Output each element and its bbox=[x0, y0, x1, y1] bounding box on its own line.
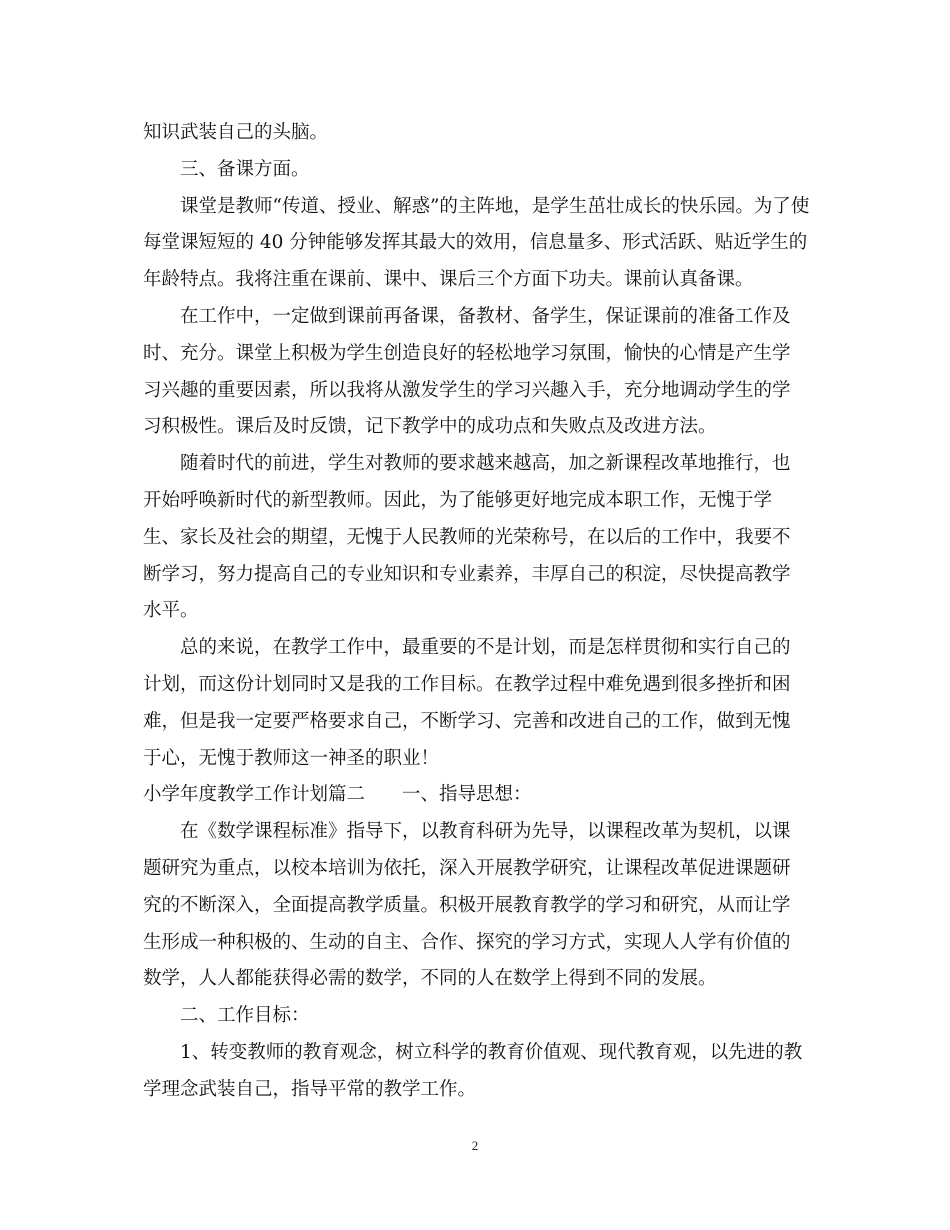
text-line: 习兴趣的重要因素，所以我将从激发学生的学习兴趣入手，充分地调动学生的学 bbox=[143, 379, 791, 401]
text-line: 在《数学课程标准》指导下，以教育科研为先导，以课程改革为契机，以课 bbox=[180, 821, 791, 843]
text-line: 学理念武装自己，指导平常的教学工作。 bbox=[143, 1078, 477, 1100]
text-line: 题研究为重点，以校本培训为依托，深入开展教学研究，让课程改革促进课题研 bbox=[143, 857, 791, 879]
text-line: 生形成一种积极的、生动的自主、合作、探究的学习方式，实现人人学有价值的 bbox=[143, 931, 791, 953]
page-number: 2 bbox=[471, 1138, 479, 1153]
text-line: 随着时代的前进，学生对教师的要求越来越高，加之新课程改革地推行，也 bbox=[180, 453, 791, 475]
document-body bbox=[143, 115, 833, 1109]
text-line: 在工作中，一定做到课前再备课，备教材、备学生，保证课前的准备工作及 bbox=[180, 305, 791, 327]
text-line: 每堂课短短的 40 分钟能够发挥其最大的效用，信息量多、形式活跃、贴近学生的 bbox=[143, 232, 808, 254]
text-line: 难，但是我一定要严格要求自己，不断学习、完善和改进自己的工作，做到无愧 bbox=[143, 710, 791, 732]
text-line: 于心，无愧于教师这一神圣的职业！ bbox=[143, 747, 440, 769]
text-line: 小学年度教学工作计划篇二 一、指导思想： bbox=[143, 784, 532, 806]
text-line: 生、家长及社会的期望，无愧于人民教师的光荣称号，在以后的工作中，我要不 bbox=[143, 526, 791, 548]
text-line: 数学，人人都能获得必需的数学，不同的人在数学上得到不同的发展。 bbox=[143, 968, 717, 990]
text-line: 习积极性。课后及时反馈，记下教学中的成功点和失败点及改进方法。 bbox=[143, 416, 717, 438]
text-line: 断学习，努力提高自己的专业知识和专业素养，丰厚自己的积淀，尽快提高教学 bbox=[143, 563, 791, 585]
text-line: 课堂是教师“传道、授业、解惑”的主阵地，是学生茁壮成长的快乐园。为了使 bbox=[180, 195, 810, 217]
text-line: 水平。 bbox=[143, 600, 199, 622]
text-line: 1、转变教师的教育观念，树立科学的教育价值观、现代教育观，以先进的教 bbox=[180, 1041, 803, 1063]
text-line: 计划，而这份计划同时又是我的工作目标。在教学过程中难免遇到很多挫折和困 bbox=[143, 673, 791, 695]
text-line: 年龄特点。我将注重在课前、课中、课后三个方面下功夫。课前认真备课。 bbox=[143, 269, 754, 291]
text-line: 开始呼唤新时代的新型教师。因此，为了能够更好地完成本职工作，无愧于学 bbox=[143, 489, 773, 511]
text-line: 三、备课方面。 bbox=[180, 158, 310, 180]
text-line: 时、充分。课堂上积极为学生创造良好的轻松地学习氛围，愉快的心情是产生学 bbox=[143, 342, 791, 364]
text-line: 究的不断深入，全面提高教学质量。积极开展教育教学的学习和研究，从而让学 bbox=[143, 894, 791, 916]
text-line: 二、工作目标： bbox=[180, 1005, 310, 1027]
text-line: 总的来说，在教学工作中，最重要的不是计划，而是怎样贯彻和实行自己的 bbox=[180, 637, 791, 659]
text-line: 知识武装自己的头脑。 bbox=[143, 122, 329, 143]
